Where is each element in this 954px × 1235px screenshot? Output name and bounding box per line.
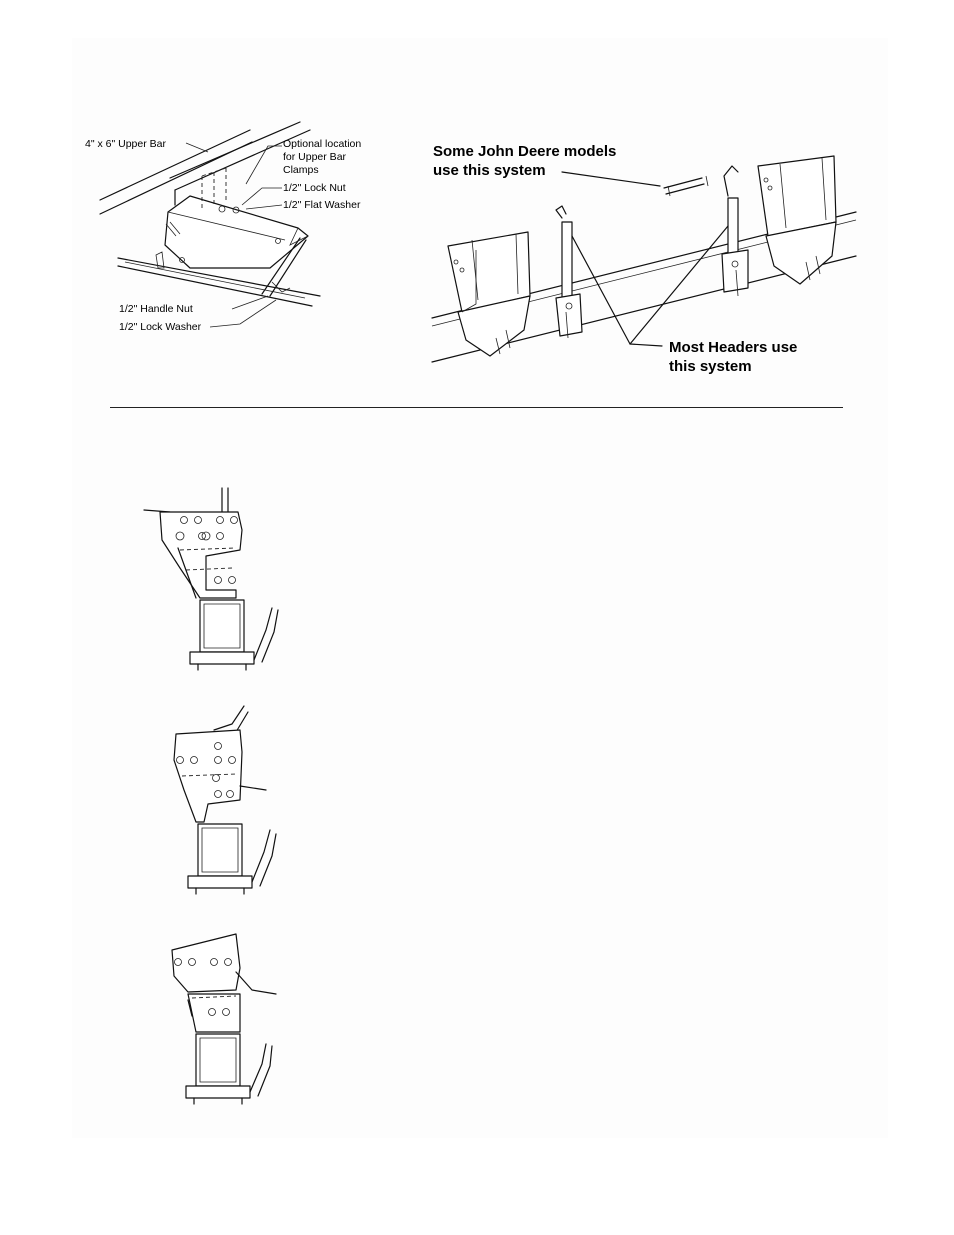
- optional-location-label-line2: for Upper Bar: [283, 151, 347, 163]
- upper-bar-label: 4" x 6" Upper Bar: [85, 138, 166, 150]
- lock-washer-label: 1/2" Lock Washer: [119, 321, 202, 333]
- flat-washer-label: 1/2" Flat Washer: [283, 199, 361, 211]
- john-deere-label-line2: use this system: [433, 162, 546, 179]
- optional-location-label-line3: Clamps: [283, 164, 319, 176]
- john-deere-label-line1: Some John Deere models: [433, 143, 617, 160]
- handle-nut-label: 1/2" Handle Nut: [119, 303, 193, 315]
- most-headers-label-line2: this system: [669, 358, 752, 375]
- lock-nut-label: 1/2" Lock Nut: [283, 182, 346, 194]
- optional-location-label-line1: Optional location: [283, 138, 362, 150]
- most-headers-label-line1: Most Headers use: [669, 339, 798, 356]
